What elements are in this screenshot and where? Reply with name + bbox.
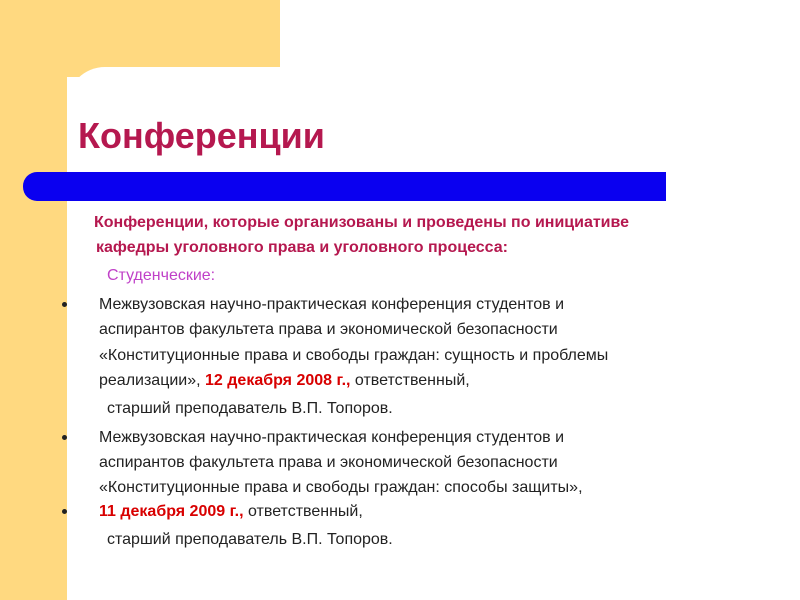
item-2-line-2: аспирантов факультета права и экономической безопасности: [99, 454, 558, 471]
decorative-top-block: [0, 0, 280, 77]
item-1-date: 12 декабря 2008 г.,: [205, 372, 351, 389]
bullet-icon: [62, 435, 67, 440]
item-1-responsible: старший преподаватель В.П. Топоров.: [107, 400, 393, 417]
slide-title: Конференции: [78, 115, 325, 156]
item-2-responsible: старший преподаватель В.П. Топоров.: [107, 531, 393, 548]
subheading: Студенческие:: [107, 267, 216, 284]
item-1-line-4: [99, 368, 470, 394]
item-1-line-1: Межвузовская научно-практическая конференция студентов и: [99, 296, 565, 313]
decorative-left-stripe: [0, 0, 67, 600]
item-1-line-3: «Конституционные права и свободы граждан: сущность и проблемы: [99, 347, 609, 364]
item-2-date: 11 декабря 2009 г.,: [99, 503, 244, 520]
bullet-icon: [62, 302, 67, 307]
bullet-icon: [62, 509, 67, 514]
intro-line-2: кафедры уголовного права и уголовного процесса:: [96, 239, 508, 256]
item-2-line-3: «Конституционные права и свободы граждан: способы защиты»,: [99, 479, 583, 496]
item-2-line-4-suffix: ответственный,: [243, 503, 363, 520]
item-2-date-line: [99, 499, 363, 525]
item-2-line-1: Межвузовская научно-практическая конференция студентов и: [99, 429, 565, 446]
intro-line-1: Конференции, которые организованы и проведены по инициативе: [94, 214, 630, 231]
title-underline-bar: [23, 172, 666, 201]
item-1-line-4-suffix: ответственный,: [350, 372, 470, 389]
item-1-line-4-prefix: реализации»,: [99, 372, 206, 389]
item-1-line-2: аспирантов факультета права и экономической безопасности: [99, 321, 558, 338]
